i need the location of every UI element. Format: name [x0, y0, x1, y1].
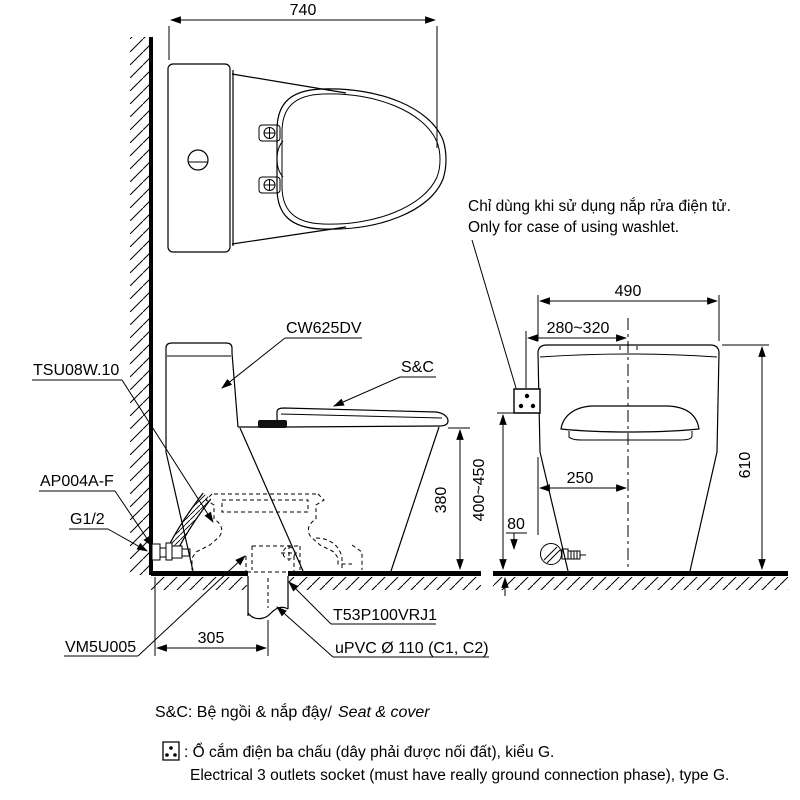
- dim-400-450: [471, 413, 516, 596]
- dim-380: [433, 428, 470, 569]
- legend-seat-cover-vi: S&C: Bệ ngồi & nắp đậy/: [155, 704, 332, 721]
- label-fill-valve: TSU08W.10: [33, 362, 120, 379]
- legend-socket-icon: [163, 742, 179, 760]
- legend-socket-vi: : Ổ cắm điện ba chấu (dây phải được nối đất), kiểu G.: [184, 744, 555, 761]
- dim-supply-offset-value: 280~320: [546, 320, 610, 337]
- seat-outline-outer: [277, 89, 446, 229]
- label-hose: AP004A-F: [40, 473, 114, 490]
- note-english: Only for case of using washlet.: [468, 219, 680, 236]
- wall-section: [130, 37, 153, 575]
- label-tank: CW625DV: [286, 320, 362, 337]
- dim-depth-value: 740: [289, 2, 317, 19]
- hidden-flush-valve: [192, 494, 362, 576]
- dim-outlet-offset-value: 305: [197, 630, 225, 647]
- dim-seat-height-value: 380: [433, 486, 450, 514]
- legend-seat-cover-en: Seat & cover: [338, 704, 430, 721]
- legend-seat-cover: [155, 702, 430, 721]
- dim-250: [538, 457, 626, 535]
- washlet-note: [468, 198, 731, 388]
- label-inlet: G1/2: [70, 511, 105, 528]
- legend-socket-en: Electrical 3 outlets socket (must have really ground connection phase), type G.: [190, 767, 730, 784]
- dim-740: [169, 2, 437, 148]
- callout-fill-valve: [32, 362, 213, 522]
- legend: [155, 702, 729, 784]
- label-seat: S&C: [401, 359, 434, 376]
- note-vietnamese: Chỉ dùng khi sử dụng nắp rửa điện tử.: [468, 198, 731, 215]
- plan-view: [168, 64, 446, 252]
- dim-height-value: 610: [737, 451, 754, 479]
- dim-valve-offset-value: 250: [566, 470, 594, 487]
- dim-socket-height-value: 400~450: [471, 458, 488, 522]
- front-view: [514, 318, 719, 571]
- callout-cw625dv: [222, 320, 362, 388]
- dim-610: [722, 345, 769, 569]
- dim-valve-height-value: 80: [507, 516, 525, 533]
- stop-valve-icon: [541, 544, 587, 565]
- dim-80: [506, 516, 527, 549]
- seat-lid-front: [561, 406, 699, 432]
- dim-width-value: 490: [614, 283, 642, 300]
- seat-outline-inner: [282, 94, 440, 224]
- hinge-damper: [258, 420, 287, 428]
- floor-side-view: [151, 571, 481, 590]
- seat-hinge-icons: [259, 125, 283, 193]
- label-flange: T53P100VRJ1: [333, 607, 438, 624]
- wall-inlet-valve: [152, 543, 190, 560]
- label-outlet: VM5U005: [65, 639, 137, 656]
- callout-seat-cover: [334, 359, 436, 406]
- label-pipe: uPVC Ø 110 (C1, C2): [335, 640, 489, 657]
- power-socket-icon: [514, 389, 540, 413]
- flush-button-icon: [188, 150, 208, 170]
- floor-front-view: [493, 571, 788, 590]
